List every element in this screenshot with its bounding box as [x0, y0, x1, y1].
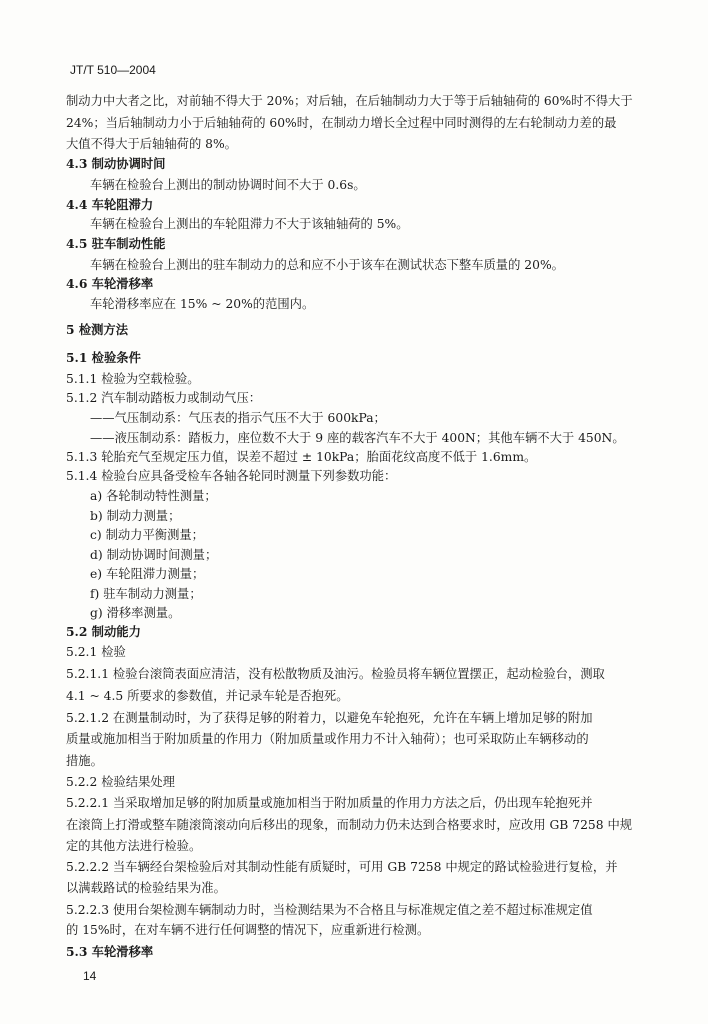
paragraph-line: 质量或施加相当于附加质量的作用力（附加质量或作用力不计入轴荷）；也可采取防止车辆移动的	[66, 732, 589, 746]
list-item: a) 各轮制动特性测量；	[90, 489, 217, 503]
clause-line: 5.1.3 轮胎充气至规定压力值，误差不超过 ± 10kPa；胎面花纹高度不低于 1.6mm。	[66, 450, 537, 464]
clause-line: 5.1.4 检验台应具备受检车各轴各轮同时测量下列参数功能：	[66, 469, 397, 483]
section-heading-5-2: 5.2 制动能力	[66, 624, 141, 639]
list-item: c) 制动力平衡测量；	[90, 528, 204, 542]
list-dash-item: ——液压制动系：踏板力，座位数不大于 9 座的载客汽车不大于 400N；其他车辆不大于 450N。	[90, 431, 625, 445]
clause-line: 5.2.1 检验	[66, 645, 126, 659]
paragraph-line: 制动力中大者之比，对前轴不得大于 20%；对后轴，在后轴制动力大于等于后轴轴荷的 60%时不得大于	[66, 94, 633, 108]
clause-line: 5.2.2.3 使用台架检测车辆制动力时，当检测结果为不合格且与标准规定值之差不超过标准规定值	[66, 903, 593, 917]
clause-line: 5.2.1.1 检验台滚筒表面应清洁，没有松散物质及油污。检验员将车辆位置摆正，起动检验台，测取	[66, 667, 605, 681]
section-heading-4-4: 4.4 车轮阻滞力	[66, 197, 154, 212]
paragraph-line: 在滚筒上打滑或整车随滚筒滚动向后移出的现象，而制动力仍未达到合格要求时，应改用 GB 7258 中规	[66, 818, 633, 832]
list-item: e) 车轮阻滞力测量；	[90, 567, 205, 581]
paragraph-line: 以满载路试的检验结果为准。	[66, 881, 226, 895]
section-heading-4-5: 4.5 驻车制动性能	[66, 236, 166, 251]
clause-line: 5.2.2 检验结果处理	[66, 775, 175, 789]
paragraph-line: 车辆在检验台上测出的驻车制动力的总和应不小于该车在测试状态下整车质量的 20%。	[90, 258, 564, 272]
clause-line: 5.2.2.1 当采取增加足够的附加质量或施加相当于附加质量的作用力方法之后，仍出现车轮抱死并	[66, 796, 593, 810]
list-item: g) 滑移率测量。	[90, 606, 181, 620]
section-heading-4-6: 4.6 车轮滑移率	[66, 276, 154, 291]
list-item: d) 制动协调时间测量；	[90, 548, 218, 562]
paragraph-line: 24%；当后轴制动力小于后轴轴荷的 60%时，在制动力增长全过程中同时测得的左右轮制动力差的最	[66, 116, 617, 130]
list-item: f) 驻车制动力测量；	[90, 587, 202, 601]
document-header: JT/T 510—2004	[70, 63, 156, 77]
page-number: 14	[83, 969, 97, 983]
section-heading-4-3: 4.3 制动协调时间	[66, 156, 166, 171]
paragraph-line: 措施。	[66, 754, 103, 768]
list-item: b) 制动力测量；	[90, 509, 181, 523]
paragraph-line: 定的其他方法进行检验。	[66, 839, 202, 853]
paragraph-line: 4.1 ~ 4.5 所要求的参数值，并记录车轮是否抱死。	[66, 689, 349, 703]
section-heading-5-3: 5.3 车轮滑移率	[66, 944, 154, 959]
section-heading-5-1: 5.1 检验条件	[66, 350, 141, 365]
clause-line: 5.1.1 检验为空载检验。	[66, 372, 200, 386]
paragraph-line: 的 15%时，在对车辆不进行任何调整的情况下，应重新进行检测。	[66, 923, 430, 937]
list-dash-item: ——气压制动系：气压表的指示气压不大于 600kPa；	[90, 411, 386, 425]
paragraph-line: 大值不得大于后轴轴荷的 8%。	[66, 137, 237, 151]
paragraph-line: 车辆在检验台上测出的制动协调时间不大于 0.6s。	[90, 178, 366, 192]
clause-line: 5.1.2 汽车制动踏板力或制动气压：	[66, 391, 262, 405]
clause-line: 5.2.1.2 在测量制动时，为了获得足够的附着力，以避免车轮抱死，允许在车辆上增加足够的附加	[66, 711, 593, 725]
paragraph-line: 车辆在检验台上测出的车轮阻滞力不大于该轴轴荷的 5%。	[90, 217, 409, 231]
clause-line: 5.2.2.2 当车辆经台架检验后对其制动性能有质疑时，可用 GB 7258 中规定的路试检验进行复检，并	[66, 860, 618, 874]
paragraph-line: 车轮滑移率应在 15% ~ 20%的范围内。	[90, 297, 315, 311]
chapter-heading-5: 5 检测方法	[66, 322, 129, 337]
